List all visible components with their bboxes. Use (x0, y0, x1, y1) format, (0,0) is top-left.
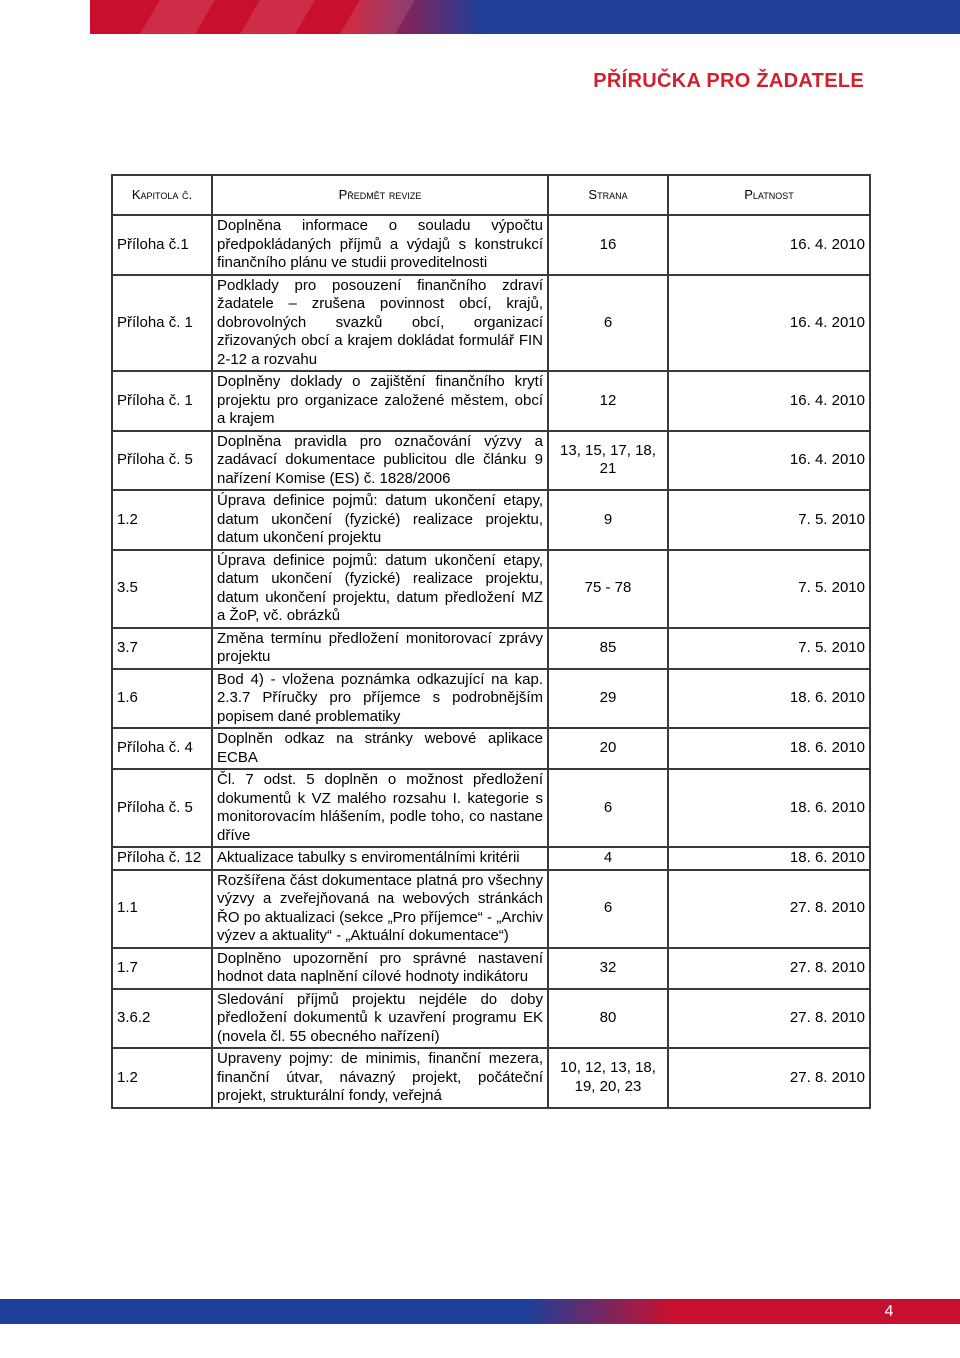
header-platnost: Platnost (668, 175, 870, 215)
predmet-cell: Sledování příjmů projektu nejdéle do doby předložení dokumentů k uzavření programu EK (novela čl. 55 obecného nařízení) (212, 989, 548, 1049)
bar-stripe (140, 0, 215, 34)
table-row (112, 948, 870, 989)
kapitola-cell: Příloha č. 1 (112, 275, 212, 372)
strana-cell: 32 (548, 948, 668, 989)
predmet-cell: Doplněno upozornění pro správné nastavení hodnot data naplnění cílové hodnoty indikátoru (212, 948, 548, 989)
platnost-cell: 16. 4. 2010 (668, 431, 870, 491)
table-row (112, 769, 870, 847)
header-title: PŘÍRUČKA PRO ŽADATELE (593, 70, 864, 92)
top-decorative-bar (90, 0, 960, 34)
platnost-cell: 27. 8. 2010 (668, 989, 870, 1049)
platnost-cell: 18. 6. 2010 (668, 728, 870, 769)
table-row (112, 669, 870, 729)
platnost-cell: 27. 8. 2010 (668, 870, 870, 948)
table-row (112, 275, 870, 372)
platnost-cell: 7. 5. 2010 (668, 550, 870, 628)
platnost-cell: 27. 8. 2010 (668, 1048, 870, 1108)
table-row (112, 989, 870, 1049)
header-kapitola: Kapitola č. (112, 175, 212, 215)
predmet-cell: Úprava definice pojmů: datum ukončení etapy, datum ukončení (fyzické) realizace projektu, datum ukončení projektu (212, 490, 548, 550)
strana-cell: 10, 12, 13, 18, 19, 20, 23 (548, 1048, 668, 1108)
table-row (112, 431, 870, 491)
kapitola-cell: 3.7 (112, 628, 212, 669)
kapitola-cell: Příloha č. 1 (112, 371, 212, 431)
kapitola-cell: Příloha č. 5 (112, 431, 212, 491)
predmet-cell: Čl. 7 odst. 5 doplněn o možnost předložení dokumentů k VZ malého rozsahu I. kategorie s monitorovacím hlášením, podle toho, co nastane dříve (212, 769, 548, 847)
strana-cell: 13, 15, 17, 18, 21 (548, 431, 668, 491)
strana-cell: 6 (548, 769, 668, 847)
bar-stripe (340, 0, 415, 34)
kapitola-cell: 3.5 (112, 550, 212, 628)
kapitola-cell: 3.6.2 (112, 989, 212, 1049)
strana-cell: 9 (548, 490, 668, 550)
platnost-cell: 16. 4. 2010 (668, 215, 870, 275)
predmet-cell: Upraveny pojmy: de minimis, finanční mezera, finanční útvar, návazný projekt, počáteční projekt, strukturální fondy, veřejná (212, 1048, 548, 1108)
predmet-cell: Doplněna informace o souladu výpočtu předpokládaných příjmů a výdajů s konstrukcí finančního plánu ve studii proveditelnosti (212, 215, 548, 275)
platnost-cell: 18. 6. 2010 (668, 847, 870, 870)
header-strana: Strana (548, 175, 668, 215)
platnost-cell: 7. 5. 2010 (668, 490, 870, 550)
kapitola-cell: 1.7 (112, 948, 212, 989)
header-predmet: Předmět revize (212, 175, 548, 215)
platnost-cell: 16. 4. 2010 (668, 275, 870, 372)
kapitola-cell: 1.2 (112, 1048, 212, 1108)
kapitola-cell: Příloha č. 12 (112, 847, 212, 870)
table-row (112, 728, 870, 769)
predmet-cell: Doplněn odkaz na stránky webové aplikace ECBA (212, 728, 548, 769)
strana-cell: 29 (548, 669, 668, 729)
predmet-cell: Doplněny doklady o zajištění finančního krytí projektu pro organizace založené městem, obcí a krajem (212, 371, 548, 431)
table-row (112, 628, 870, 669)
strana-cell: 6 (548, 275, 668, 372)
strana-cell: 80 (548, 989, 668, 1049)
kapitola-cell: Příloha č. 5 (112, 769, 212, 847)
table-header-row (112, 175, 870, 215)
table-body (112, 215, 870, 1108)
table-row (112, 550, 870, 628)
table-row (112, 371, 870, 431)
predmet-cell: Podklady pro posouzení finančního zdraví žadatele – zrušena povinnost obcí, krajů, dobrovolných svazků obcí, organizací zřizovaných obcí a krajem dokládat formulář FIN 2-12 a rozvahu (212, 275, 548, 372)
page-number: 4 (866, 1299, 912, 1324)
table-row (112, 1048, 870, 1108)
platnost-cell: 16. 4. 2010 (668, 371, 870, 431)
table-row (112, 215, 870, 275)
predmet-cell: Bod 4) - vložena poznámka odkazující na kap. 2.3.7 Příručky pro příjemce s podrobnějším popisem dané problematiky (212, 669, 548, 729)
strana-cell: 6 (548, 870, 668, 948)
predmet-cell: Změna termínu předložení monitorovací zprávy projektu (212, 628, 548, 669)
table-row (112, 870, 870, 948)
table-row (112, 847, 870, 870)
revision-table (111, 174, 871, 1109)
strana-cell: 75 - 78 (548, 550, 668, 628)
platnost-cell: 18. 6. 2010 (668, 669, 870, 729)
strana-cell: 12 (548, 371, 668, 431)
table-row (112, 490, 870, 550)
kapitola-cell: Příloha č.1 (112, 215, 212, 275)
kapitola-cell: 1.1 (112, 870, 212, 948)
strana-cell: 20 (548, 728, 668, 769)
predmet-cell: Rozšířena část dokumentace platná pro všechny výzvy a zveřejňovaná na webových stránkách ŘO po aktualizaci (sekce „Pro příjemce“ - „Archiv výzev a aktuality“ - „Aktuální dokumentace“) (212, 870, 548, 948)
predmet-cell: Doplněna pravidla pro označování výzvy a zadávací dokumentace publicitou dle článku 9 nařízení Komise (ES) č. 1828/2006 (212, 431, 548, 491)
platnost-cell: 18. 6. 2010 (668, 769, 870, 847)
strana-cell: 16 (548, 215, 668, 275)
predmet-cell: Úprava definice pojmů: datum ukončení etapy, datum ukončení (fyzické) realizace projektu, datum ukončení projektu, datum předložení MZ a ŽoP, vč. obrázků (212, 550, 548, 628)
predmet-cell: Aktualizace tabulky s enviromentálními kritérii (212, 847, 548, 870)
platnost-cell: 27. 8. 2010 (668, 948, 870, 989)
platnost-cell: 7. 5. 2010 (668, 628, 870, 669)
bottom-decorative-bar (0, 1299, 960, 1324)
bar-stripe (240, 0, 315, 34)
strana-cell: 4 (548, 847, 668, 870)
strana-cell: 85 (548, 628, 668, 669)
kapitola-cell: Příloha č. 4 (112, 728, 212, 769)
kapitola-cell: 1.2 (112, 490, 212, 550)
kapitola-cell: 1.6 (112, 669, 212, 729)
